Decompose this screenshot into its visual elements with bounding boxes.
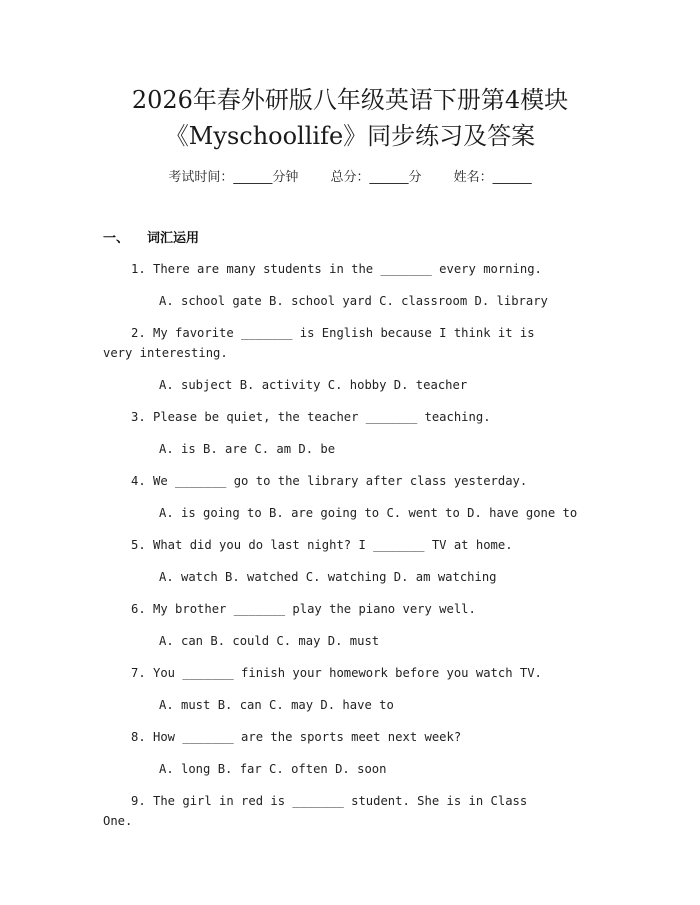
question-options: A. school gate B. school yard C. classroom D. library (159, 294, 548, 308)
section-heading (103, 230, 199, 248)
question-options: A. must B. can C. may D. have to (159, 698, 394, 712)
exam-time: 考试时间：______分钟 (168, 170, 299, 185)
question-options: A. is B. are C. am D. be (159, 442, 336, 456)
student-name: 姓名：______ (453, 170, 532, 185)
question-stem: 9. The girl in red is _______ student. She is in Class One. (103, 794, 528, 828)
question-stem: 6. My brother _______ play the piano very well. (131, 602, 476, 616)
question-stem: 7. You _______ finish your homework before you watch TV. (131, 666, 542, 680)
document-title-line-2: 《Myschoollife》同步练习及答案 (164, 122, 536, 150)
section-title: 词汇运用 (147, 231, 200, 246)
exam-info (0, 169, 700, 187)
document-title-line-1: 2026年春外研版八年级英语下册第4模块 (131, 86, 569, 114)
question-stem: 8. How _______ are the sports meet next week? (131, 730, 462, 744)
section-number: 一、 (103, 231, 130, 246)
question-options: A. can B. could C. may D. must (159, 634, 380, 648)
question-stem: 2. My favorite _______ is English because I think it is very interesting. (103, 326, 535, 360)
question-options: A. subject B. activity C. hobby D. teacher (159, 378, 468, 392)
question-stem: 4. We _______ go to the library after class yesterday. (131, 474, 528, 488)
question-stem: 5. What did you do last night? I _______ TV at home. (131, 538, 513, 552)
question-options: A. long B. far C. often D. soon (159, 762, 387, 776)
question-stem: 1. There are many students in the _______ every morning. (131, 262, 542, 276)
total-score: 总分：______分 (330, 170, 422, 185)
question-options: A. watch B. watched C. watching D. am watching (159, 570, 497, 584)
question-stem: 3. Please be quiet, the teacher _______ teaching. (131, 410, 491, 424)
question-options: A. is going to B. are going to C. went to D. have gone to (159, 506, 578, 520)
